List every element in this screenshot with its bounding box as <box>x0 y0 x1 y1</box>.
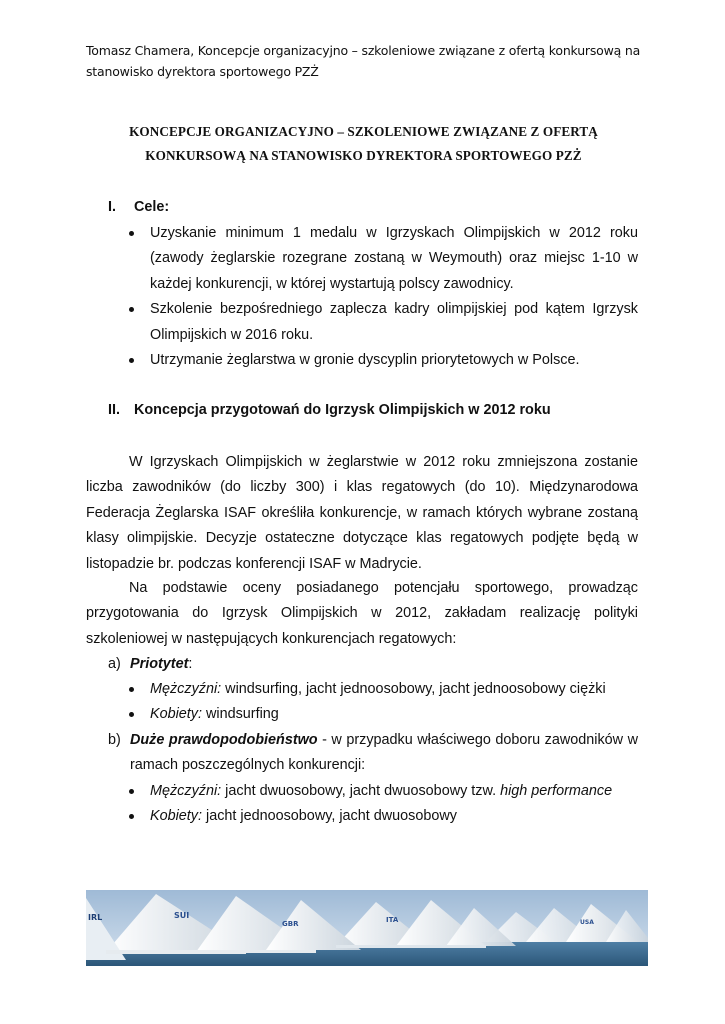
item-b-label: Duże prawdopodobieństwo <box>130 732 318 748</box>
section-2-title: Koncepcja przygotowań do Igrzysk Olimpijskich w 2012 roku <box>134 402 551 418</box>
item-a-bullet: Kobiety: windsurfing <box>125 702 638 727</box>
section-1-heading <box>108 195 648 220</box>
paragraph-training-policy: Na podstawie oceny posiadanego potencjału sportowego, prowadząc przygotowania do Igrzysk Olimpijskich w 2012, zakładam realizację polityki szkoleniowej w następujących konkurencjach regatowych: <box>86 580 638 647</box>
item-a-bullet: Mężczyźni: windsurfing, jacht jednoosobowy, jacht jednoosobowy ciężki <box>125 677 638 702</box>
bullet-icon <box>129 712 134 717</box>
document-title <box>86 120 641 168</box>
goal-item: Szkolenie bezpośredniego zaplecza kadry olimpijskiej pod kątem Igrzysk Olimpijskich w 2016 roku. <box>125 297 638 348</box>
paragraph-olympics-2012: W Igrzyskach Olimpijskich w żeglarstwie w 2012 roku zmniejszona zostanie liczba zawodników (do liczby 300) i klas regatowych (do 10). Międzynarodowa Federacja Żeglarska ISAF określiła konkurencje, w ramach których wybrane zostaną klasy olimpijskie. Decyzje ostateczne dotyczące klas regatowych podjęte będą w listopadzie br. podczas konferencji ISAF w Madrycie. <box>86 454 638 572</box>
goal-item: Utrzymanie żeglarstwa w gronie dyscyplin priorytetowych w Polsce. <box>125 348 638 373</box>
item-b-block <box>108 728 638 779</box>
item-b-bullet: Mężczyźni: jacht dwuosobowy, jacht dwuosobowy tzw. high performance <box>125 779 638 804</box>
bullet-icon <box>129 789 134 794</box>
section-2-number: II. <box>108 402 120 418</box>
section-1-number: I. <box>108 199 116 215</box>
item-a-label: Priotytet <box>130 656 189 672</box>
bullet-icon <box>129 358 134 363</box>
sail-mark: GBR <box>282 920 299 928</box>
item-b-bullet: Kobiety: jacht jednoosobowy, jacht dwuosobowy <box>125 804 638 829</box>
sailing-banner-image <box>86 890 648 966</box>
item-b: b) Duże prawdopodobieństwo - w przypadku właściwego doboru zawodników w ramach poszczególnych konkurencji: <box>108 728 638 779</box>
section-1-title: Cele: <box>134 199 170 215</box>
goal-item: Uzyskanie minimum 1 medalu w Igrzyskach Olimpijskich w 2012 roku (zawody żeglarskie rozegrane zostaną w Weymouth) oraz miejsc 1-10 w każdej konkurencji, w której wystartują polscy zawodnicy. <box>125 221 638 297</box>
sail-mark: IRL <box>88 913 103 922</box>
item-b-letter: b) <box>108 732 121 748</box>
bullet-icon <box>129 814 134 819</box>
running-header-line1: Tomasz Chamera, Koncepcje organizacyjno – szkoleniowe związane z ofertą konkursową na <box>86 43 641 58</box>
item-a: a) Priotytet: <box>108 652 638 677</box>
running-header <box>86 40 641 82</box>
document-title-line2: KONKURSOWĄ NA STANOWISKO DYREKTORA SPORTOWEGO PZŻ <box>145 148 582 163</box>
item-a-letter: a) <box>108 656 121 672</box>
priority-list <box>108 652 638 677</box>
bullet-icon <box>129 307 134 312</box>
sailboats-illustration <box>86 890 648 966</box>
running-header-line2: stanowisko dyrektora sportowego PZŻ <box>86 64 319 79</box>
section-2-heading <box>108 398 648 423</box>
sail-mark: ITA <box>386 916 399 924</box>
bullet-icon <box>129 231 134 236</box>
bullet-icon <box>129 687 134 692</box>
document-title-line1: KONCEPCJE ORGANIZACYJNO – SZKOLENIOWE ZWIĄZANE Z OFERTĄ <box>129 124 598 139</box>
item-b-bullets <box>125 779 638 830</box>
item-a-bullets <box>125 677 638 728</box>
sail-mark: SUI <box>174 911 190 920</box>
goals-list <box>125 221 638 373</box>
sail-mark: USA <box>580 919 594 926</box>
